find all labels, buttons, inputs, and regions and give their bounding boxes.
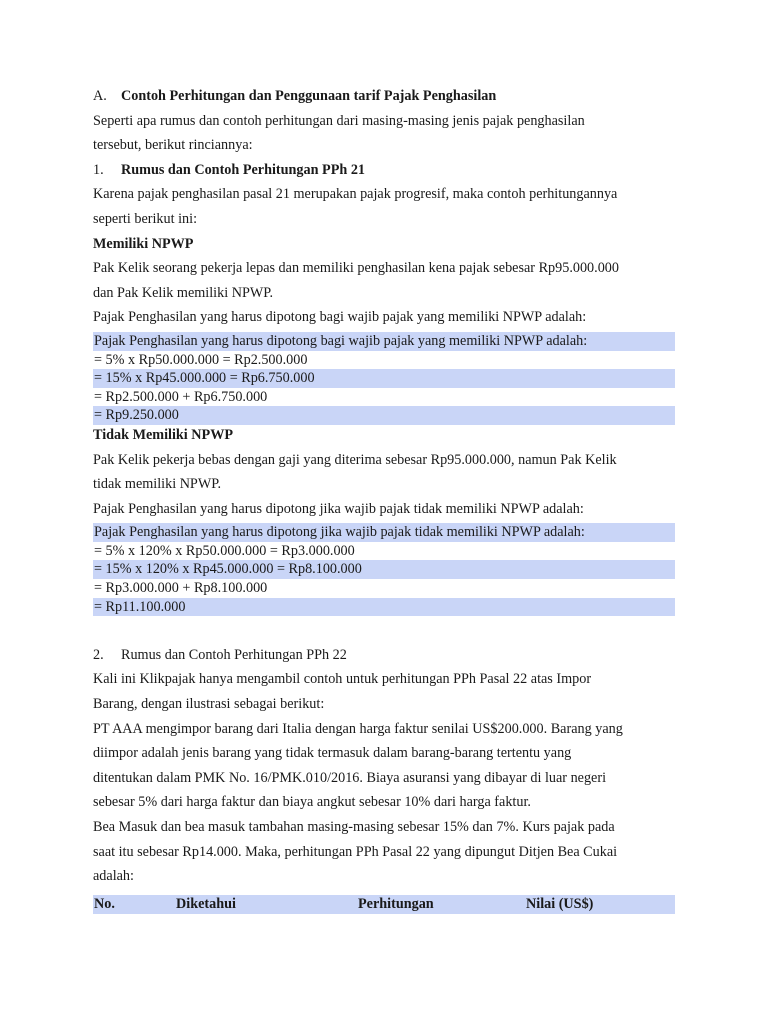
section-a-heading (93, 84, 675, 109)
pph21-title: Rumus dan Contoh Perhitungan PPh 21 (121, 161, 366, 178)
pph22-p2-line2: diimpor adalah jenis barang yang tidak termasuk dalam barang-barang tertentu yang (93, 745, 572, 762)
calc-row: Pajak Penghasilan yang harus dipotong jika wajib pajak tidak memiliki NPWP adalah: (93, 523, 675, 542)
pph21-intro-line1: Karena pajak penghasilan pasal 21 merupakan pajak progresif, maka contoh perhitungannya (93, 186, 618, 203)
calc-row: = Rp2.500.000 + Rp6.750.000 (94, 388, 268, 405)
spacer (93, 618, 675, 643)
calc-row: = 15% x 120% x Rp45.000.000 = Rp8.100.000 (93, 560, 675, 579)
pph22-p3-line1: Bea Masuk dan bea masuk tambahan masing-masing sebesar 15% dan 7%. Kurs pajak pada (93, 819, 615, 835)
npwp-text-line3: Pajak Penghasilan yang harus dipotong bagi wajib pajak yang memiliki NPWP adalah: (93, 309, 587, 326)
pph21-number: 1. (93, 161, 104, 178)
npwp-text-line1: Pak Kelik seorang pekerja lepas dan memiliki penghasilan kena pajak sebesar Rp95.000.000 (93, 260, 619, 277)
no-npwp-text-line2: tidak memiliki NPWP. (93, 476, 222, 493)
pph22-p3-line2: saat itu sebesar Rp14.000. Maka, perhitungan PPh Pasal 22 yang dipungut Ditjen Bea Cukai (93, 843, 618, 860)
pph22-p1-line1: Kali ini Klikpajak hanya mengambil contoh untuk perhitungan PPh Pasal 22 atas Impor (93, 671, 592, 688)
section-a-intro-line2: tersebut, berikut rinciannya: (93, 137, 253, 154)
calc-row: = Rp3.000.000 + Rp8.100.000 (94, 580, 268, 597)
npwp-text-line2: dan Pak Kelik memiliki NPWP. (93, 284, 274, 301)
calc-row: = 5% x Rp50.000.000 = Rp2.500.000 (94, 351, 308, 368)
no-npwp-heading: Tidak Memiliki NPWP (93, 426, 234, 443)
npwp-calculation-block (93, 332, 675, 425)
table-header-diketahui: Diketahui (176, 895, 236, 912)
pph22-number: 2. (93, 646, 104, 663)
pph22-table-header (93, 895, 675, 914)
pph21-intro-line2: seperti berikut ini: (93, 210, 198, 227)
table-header-nilai: Nilai (US$) (526, 895, 594, 912)
pph22-title: Rumus dan Contoh Perhitungan PPh 22 (121, 646, 347, 663)
npwp-heading: Memiliki NPWP (93, 235, 194, 252)
calc-row: = Rp11.100.000 (93, 598, 675, 617)
no-npwp-text-line1: Pak Kelik pekerja bebas dengan gaji yang diterima sebesar Rp95.000.000, namun Pak Kelik (93, 451, 617, 468)
section-a-number: A. (93, 88, 107, 104)
table-header-perhitungan: Perhitungan (358, 895, 434, 912)
calc-row: = 15% x Rp45.000.000 = Rp6.750.000 (93, 369, 675, 388)
pph22-p2-line4: sebesar 5% dari harga faktur dan biaya angkut sebesar 10% dari harga faktur. (93, 794, 531, 811)
calc-row: Pajak Penghasilan yang harus dipotong bagi wajib pajak yang memiliki NPWP adalah: (93, 332, 675, 351)
calc-row: = 5% x 120% x Rp50.000.000 = Rp3.000.000 (94, 542, 355, 559)
table-header-no: No. (94, 895, 115, 912)
section-a-title: Contoh Perhitungan dan Penggunaan tarif Pajak Penghasilan (121, 88, 497, 104)
pph22-p1-line2: Barang, dengan ilustrasi sebagai berikut: (93, 696, 325, 713)
calc-row: = Rp9.250.000 (93, 406, 675, 425)
pph22-heading (93, 643, 675, 668)
pph21-heading (93, 158, 675, 183)
pph22-p2-line3: ditentukan dalam PMK No. 16/PMK.010/2016. Biaya asuransi yang dibayar di luar negeri (93, 769, 607, 786)
no-npwp-calculation-block (93, 523, 675, 616)
pph22-p2-line1: PT AAA mengimpor barang dari Italia dengan harga faktur senilai US$200.000. Barang yang (93, 720, 623, 737)
section-a-intro-line1: Seperti apa rumus dan contoh perhitungan dari masing-masing jenis pajak penghasilan (93, 112, 585, 129)
no-npwp-text-line3: Pajak Penghasilan yang harus dipotong jika wajib pajak tidak memiliki NPWP adalah: (93, 500, 584, 517)
pph22-p3-line3: adalah: (93, 868, 134, 885)
document-page (93, 84, 675, 914)
